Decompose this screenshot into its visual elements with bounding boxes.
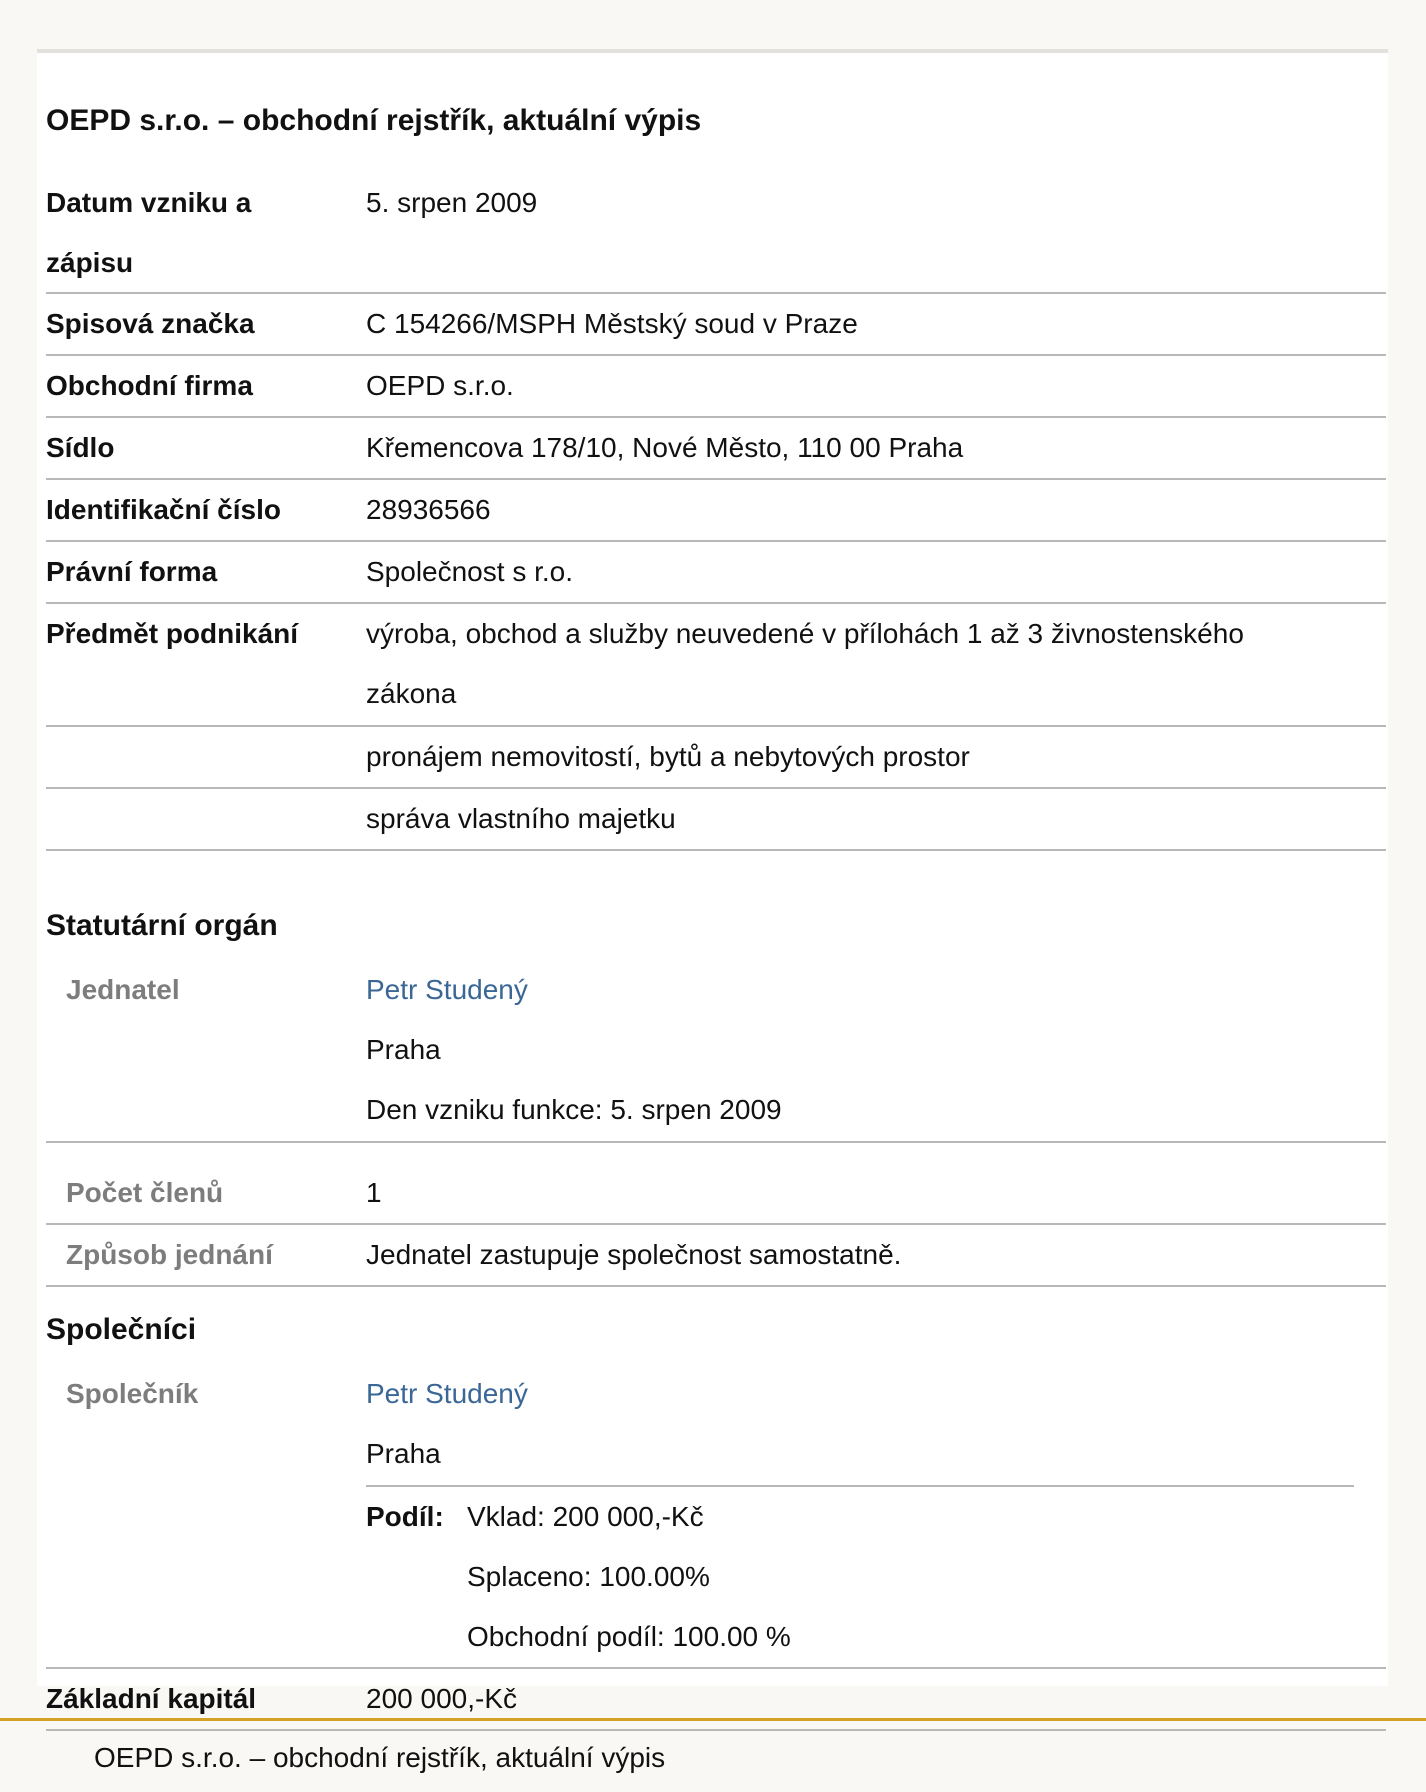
jednatel-city: Praha <box>366 1034 441 1065</box>
jednatel-since: Den vzniku funkce: 5. srpen 2009 <box>366 1094 782 1125</box>
row-pocet-clenu <box>46 1163 1386 1225</box>
value-pocet-clenu: 1 <box>366 1177 382 1208</box>
row-spolecnik <box>46 1364 1386 1485</box>
value-spisova-znacka: C 154266/MSPH Městský soud v Praze <box>366 308 858 339</box>
register-extract-card <box>37 49 1388 1714</box>
label-datum-vzniku: Datum vzniku a zápisu <box>46 187 252 278</box>
value-obchodni-firma: OEPD s.r.o. <box>366 370 514 401</box>
row-obchodni-firma <box>46 356 1386 418</box>
row-podil <box>46 1487 1386 1669</box>
label-predmet-podnikani: Předmět podnikání <box>46 618 299 649</box>
spolecnik-name-link[interactable]: Petr Studený <box>366 1378 528 1409</box>
row-predmet-podnikani <box>46 604 1386 727</box>
value-zakladni-kapital: 200 000,-Kč <box>366 1683 517 1714</box>
value-zpusob-jednani: Jednatel zastupuje společnost samostatně. <box>366 1239 902 1270</box>
section-spolecnici: Společníci <box>46 1313 197 1346</box>
value-pravni-forma: Společnost s r.o. <box>366 556 574 587</box>
row-zpusob-jednani <box>46 1225 1386 1287</box>
label-spisova-znacka: Spisová značka <box>46 308 255 339</box>
value-jednatel <box>366 960 1346 1140</box>
row-datum-vzniku <box>46 173 1386 294</box>
value-identifikacni-cislo: 28936566 <box>366 494 491 525</box>
row-predmet-3 <box>46 789 1386 851</box>
value-predmet-3: správa vlastního majetku <box>366 803 676 834</box>
page-title: OEPD s.r.o. – obchodní rejstřík, aktuální výpis <box>46 104 702 137</box>
label-jednatel: Jednatel <box>66 974 180 1005</box>
label-pravni-forma: Právní forma <box>46 556 218 587</box>
label-zakladni-kapital: Základní kapitál <box>46 1683 257 1714</box>
section-statutarni-organ: Statutární orgán <box>46 909 278 942</box>
row-identifikacni-cislo <box>46 480 1386 542</box>
podil-obchodni-podil: Obchodní podíl: 100.00 % <box>467 1621 791 1652</box>
label-sidlo: Sídlo <box>46 432 115 463</box>
value-sidlo: Křemencova 178/10, Nové Město, 110 00 Praha <box>366 432 964 463</box>
label-obchodni-firma: Obchodní firma <box>46 370 253 401</box>
label-pocet-clenu: Počet členů <box>66 1177 224 1208</box>
label-zpusob-jednani: Způsob jednání <box>66 1239 273 1270</box>
value-spolecnik <box>366 1364 1346 1484</box>
value-predmet-2: pronájem nemovitostí, bytů a nebytových prostor <box>366 741 970 772</box>
row-jednatel <box>46 960 1386 1143</box>
row-sidlo <box>46 418 1386 480</box>
value-podil <box>467 1487 1267 1667</box>
footer-title: OEPD s.r.o. – obchodní rejstřík, aktuální výpis <box>94 1742 666 1773</box>
row-pravni-forma <box>46 542 1386 604</box>
podil-splaceno: Splaceno: 100.00% <box>467 1561 710 1592</box>
label-podil: Podíl: <box>366 1501 444 1532</box>
label-identifikacni-cislo: Identifikační číslo <box>46 494 281 525</box>
jednatel-name-link[interactable]: Petr Studený <box>366 974 528 1005</box>
footer-divider <box>0 1718 1426 1721</box>
row-spisova-znacka <box>46 294 1386 356</box>
spolecnik-city: Praha <box>366 1438 441 1469</box>
row-predmet-2 <box>46 727 1386 789</box>
label-spolecnik: Společník <box>66 1378 199 1409</box>
value-predmet-1: výroba, obchod a služby neuvedené v přílohách 1 až 3 živnostenského zákona <box>366 618 1244 709</box>
value-datum-vzniku: 5. srpen 2009 <box>366 187 538 218</box>
podil-vklad: Vklad: 200 000,-Kč <box>467 1501 704 1532</box>
row-zakladni-kapital <box>46 1669 1386 1731</box>
